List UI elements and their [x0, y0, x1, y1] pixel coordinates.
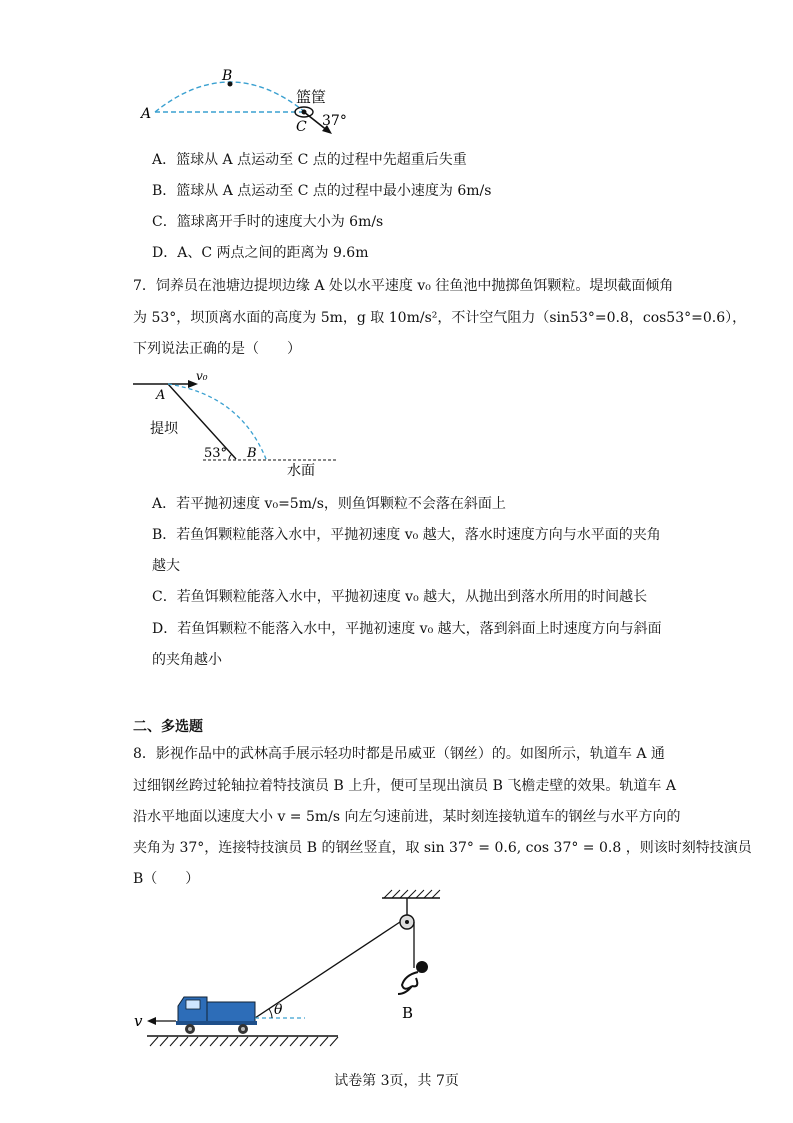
q7-stem-line-2: 为 53°，坝顶离水面的高度为 5m，g 取 10m/s²，不计空气阻力（sin53°=0.8，cos53°=0.6）， — [133, 310, 747, 326]
q7-option-d-line-1: D．若鱼饵颗粒不能落入水中，平抛初速度 v₀ 越大，落到斜面上时速度方向与斜面 — [152, 621, 662, 637]
section-heading: 二、多选题 — [133, 719, 203, 735]
q8-stem-line-4: 夹角为 37°，连接特技演员 B 的钢丝竖直，取 sin 37° = 0.6, cos 37° = 0.8 ，则该时刻特技演员 — [133, 840, 752, 856]
ground-hatching — [150, 1037, 338, 1046]
q7-option-b-line-2: 越大 — [152, 558, 180, 574]
q6-option-b: B．篮球从 A 点运动至 C 点的过程中最小速度为 6m/s — [152, 183, 492, 199]
q6-option-a: A．篮球从 A 点运动至 C 点的过程中先超重后失重 — [152, 152, 467, 168]
q7-option-d-line-2: 的夹角越小 — [152, 652, 222, 668]
q8-stem-line-5: B（ ） — [133, 871, 200, 887]
label-a: A — [156, 388, 166, 403]
theta-label: θ — [274, 1002, 283, 1018]
hoop-label: 篮筐 — [296, 88, 327, 106]
label-a: A — [141, 106, 152, 122]
angle-arc — [269, 1009, 272, 1018]
stunt-performer-icon — [398, 962, 427, 994]
q7-stem-line-3: 下列说法正确的是（ ） — [133, 341, 301, 357]
angle-label: 53° — [204, 446, 228, 461]
q6-option-c: C．篮球离开手时的速度大小为 6m/s — [152, 214, 384, 230]
label-b: B — [247, 446, 257, 461]
q8-stem-line-3: 沿水平地面以速度大小 v = 5m/s 向左匀速前进，某时刻连接轨道车的钢丝与水平方向的 — [133, 809, 681, 825]
dam-label: 提坝 — [150, 421, 178, 437]
v-label: v — [134, 1012, 143, 1030]
label-c: C — [296, 119, 307, 135]
v0-label: v₀ — [196, 369, 208, 383]
q6-option-d: D．A、C 两点之间的距离为 9.6m — [152, 245, 369, 261]
water-label: 水面 — [287, 463, 315, 479]
label-b: B — [222, 68, 233, 84]
q7-option-c: C．若鱼饵颗粒能落入水中，平抛初速度 v₀ 越大，从抛出到落水所用的时间越长 — [152, 589, 648, 605]
q7-option-b-line-1: B．若鱼饵颗粒能落入水中，平抛初速度 v₀ 越大，落水时速度方向与水平面的夹角 — [152, 527, 661, 543]
q7-stem-line-1: 7．饲养员在池塘边提坝边缘 A 处以水平速度 v₀ 往鱼池中抛掷鱼饵颗粒。堤坝截面倾角 — [133, 278, 674, 294]
q8-stem-line-1: 8．影视作品中的武林高手展示轻功时都是吊威亚（钢丝）的。如图所示，轨道车 A 通 — [133, 746, 665, 762]
q8-stem-line-2: 过细钢丝跨过轮轴拉着特技演员 B 上升，便可呈现出演员 B 飞檐走壁的效果。轨道车 A — [133, 778, 676, 794]
truck-icon — [176, 997, 257, 1034]
page-footer: 试卷第 3页，共 7页 — [334, 1073, 459, 1089]
arrow-head — [147, 1017, 156, 1025]
angle-label: 37° — [322, 113, 347, 129]
label-b: B — [402, 1004, 414, 1022]
q7-option-a: A．若平抛初速度 v₀=5m/s，则鱼饵颗粒不会落在斜面上 — [152, 496, 506, 512]
